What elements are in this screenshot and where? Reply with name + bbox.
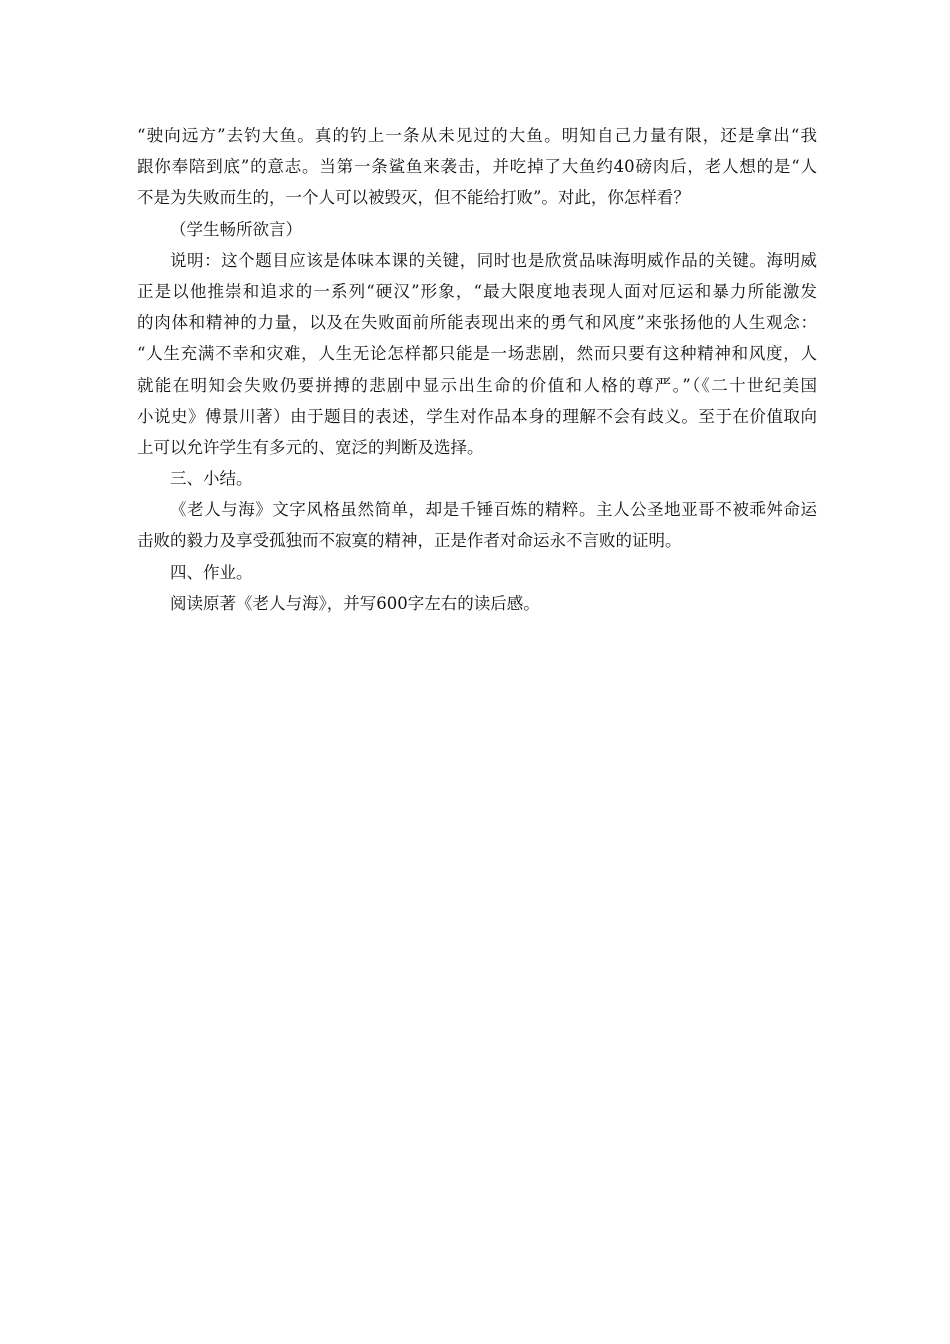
- explanation-line: 就能在明知会失败仍要拼搏的悲剧中显示出生命的价值和人格的尊严。”（《二十世纪美国: [137, 375, 817, 395]
- document-body: [137, 120, 817, 619]
- explanation-line: 的肉体和精神的力量，以及在失败面前所能表现出来的勇气和风度”来张扬他的人生观念：: [137, 313, 817, 333]
- section-heading-homework: 四、作业。: [170, 562, 253, 582]
- explanation-line: “人生充满不幸和灾难，人生无论怎样都只能是一场悲剧，然而只要有这种精神和风度，人: [137, 344, 817, 364]
- summary-line: 《老人与海》文字风格虽然简单，却是千锤百炼的精粹。主人公圣地亚哥不被乖舛命运: [170, 500, 817, 520]
- homework-line: 阅读原著《老人与海》，并写600字左右的读后感。: [170, 593, 540, 613]
- explanation-line: 正是以他推崇和追求的一系列“硬汉”形象，“最大限度地表现人面对厄运和暴力所能激发: [137, 281, 817, 301]
- paragraph-line: 跟你奉陪到底”的意志。当第一条鲨鱼来袭击，并吃掉了大鱼约40磅肉后，老人想的是“人: [137, 157, 817, 177]
- paragraph-line: “驶向远方”去钓大鱼。真的钓上一条从未见过的大鱼。明知自己力量有限，还是拿出“我: [137, 126, 817, 145]
- explanation-line: 小说史》傅景川著）由于题目的表述，学生对作品本身的理解不会有歧义。至于在价值取向: [137, 406, 817, 426]
- paragraph-line: 不是为失败而生的，一个人可以被毁灭，但不能给打败”。对此，你怎样看？: [137, 188, 690, 208]
- section-heading-summary: 三、小结。: [170, 469, 253, 489]
- explanation-line: 说明：这个题目应该是体味本课的关键，同时也是欣赏品味海明威作品的关键。海明威: [170, 250, 817, 270]
- student-note: （学生畅所欲言）: [170, 219, 302, 239]
- explanation-line: 上可以允许学生有多元的、宽泛的判断及选择。: [137, 437, 484, 457]
- summary-line: 击败的毅力及享受孤独而不寂寞的精神，正是作者对命运永不言败的证明。: [137, 531, 682, 551]
